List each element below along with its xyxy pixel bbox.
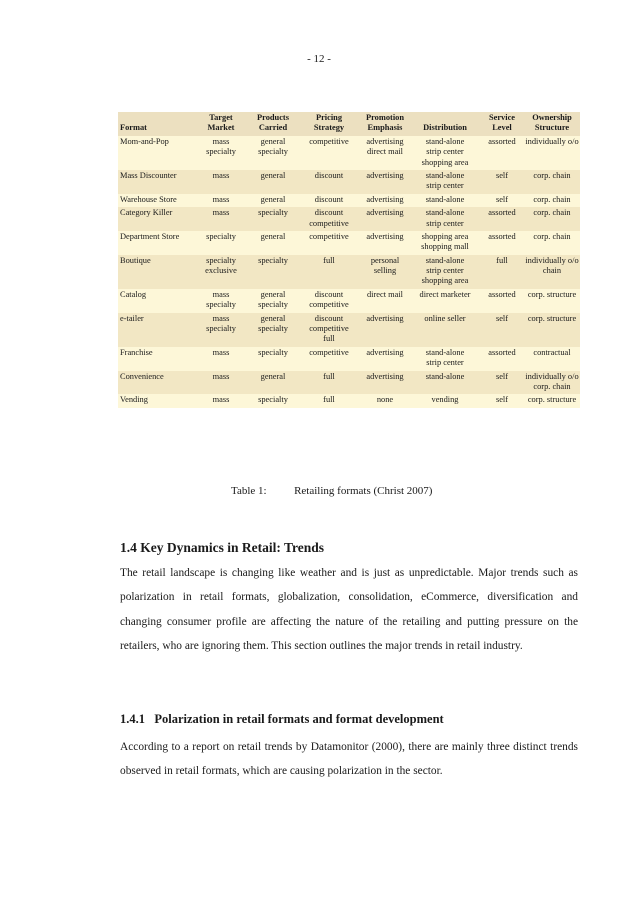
table-cell bbox=[410, 170, 480, 194]
table-cell bbox=[298, 194, 360, 207]
table-cell bbox=[194, 371, 248, 395]
table-cell-line: Mom-and-Pop bbox=[120, 136, 169, 146]
table-cell-line: full bbox=[496, 255, 508, 265]
table-row bbox=[118, 371, 580, 395]
table-cell-line: specialty bbox=[206, 324, 236, 334]
table-cell-line: general bbox=[260, 136, 286, 146]
retailing-formats-table bbox=[118, 112, 580, 408]
table-cell-line: general bbox=[260, 289, 286, 299]
table-cell-line: e-tailer bbox=[120, 313, 144, 323]
table-cell-line: none bbox=[376, 395, 394, 405]
column-header-line: Emphasis bbox=[367, 123, 403, 133]
table-cell-line: stand-alone bbox=[425, 208, 465, 218]
column-header bbox=[118, 112, 194, 136]
table-cell bbox=[480, 394, 524, 407]
table-cell-line: competitive bbox=[309, 218, 349, 228]
table-cell bbox=[410, 231, 480, 255]
table-cell bbox=[248, 289, 298, 313]
table-cell-line: competitive bbox=[309, 347, 349, 357]
table-cell-line: advertising bbox=[366, 170, 404, 180]
table-cell bbox=[360, 231, 410, 255]
table-cell-line: mass bbox=[212, 194, 230, 204]
table-cell bbox=[410, 255, 480, 289]
table-cell-line: general bbox=[260, 194, 286, 204]
table-cell bbox=[248, 255, 298, 289]
table-cell-line: advertising bbox=[366, 231, 404, 241]
column-header bbox=[194, 112, 248, 136]
table-cell-line: general bbox=[260, 231, 286, 241]
table-cell bbox=[480, 313, 524, 347]
table-cell-line: full bbox=[323, 334, 335, 344]
table-cell-line: full bbox=[323, 395, 335, 405]
column-header bbox=[248, 112, 298, 136]
column-header-line: Target bbox=[209, 113, 233, 122]
column-header bbox=[360, 112, 410, 136]
table-cell-line: stand-alone bbox=[425, 255, 465, 265]
table-header bbox=[118, 112, 580, 136]
table-cell bbox=[298, 136, 360, 170]
table-cell-line: mass bbox=[212, 170, 230, 180]
table-cell bbox=[298, 255, 360, 289]
table-cell-line: mass bbox=[212, 313, 230, 323]
column-header bbox=[524, 112, 580, 136]
table-cell-line: specialty bbox=[258, 147, 288, 157]
column-header-line: Market bbox=[207, 123, 235, 133]
table-row bbox=[118, 289, 580, 313]
column-header-line: Promotion bbox=[366, 113, 404, 122]
table-cell bbox=[194, 255, 248, 289]
table-cell-line: stand-alone bbox=[425, 371, 465, 381]
table-cell-line: Department Store bbox=[120, 231, 180, 241]
column-header-line: Carried bbox=[258, 123, 288, 133]
table-cell-line: corp. structure bbox=[527, 395, 577, 405]
table-cell-line: specialty bbox=[206, 231, 236, 241]
table-cell bbox=[248, 231, 298, 255]
table-cell-line: stand-alone bbox=[425, 347, 465, 357]
table-cell-line: assorted bbox=[488, 136, 516, 146]
table-cell bbox=[298, 394, 360, 407]
table-cell-line: assorted bbox=[488, 231, 516, 241]
table-cell-line: Warehouse Store bbox=[120, 194, 177, 204]
column-header-line: Pricing bbox=[315, 113, 343, 122]
column-header-line: Strategy bbox=[313, 123, 345, 133]
table-cell-line: competitive bbox=[309, 300, 349, 310]
column-header-line: Products bbox=[257, 113, 289, 122]
table-cell-line: corp. chain bbox=[533, 208, 571, 218]
table-cell bbox=[248, 347, 298, 371]
table-cell bbox=[298, 347, 360, 371]
table-cell bbox=[194, 136, 248, 170]
table-cell bbox=[360, 136, 410, 170]
table-cell bbox=[410, 194, 480, 207]
table-cell-line: competitive bbox=[309, 231, 349, 241]
table-cell-line: mass bbox=[212, 289, 230, 299]
table-cell-line: specialty bbox=[206, 255, 236, 265]
table-cell bbox=[410, 347, 480, 371]
table-cell bbox=[360, 313, 410, 347]
table-cell-line: corp. structure bbox=[527, 289, 577, 299]
table-cell bbox=[194, 313, 248, 347]
table-cell bbox=[410, 394, 480, 407]
table-cell bbox=[248, 394, 298, 407]
table-cell-line: online seller bbox=[424, 313, 466, 323]
page-number: - 12 - bbox=[307, 53, 331, 65]
table-cell bbox=[480, 170, 524, 194]
table-cell-line: corp. chain bbox=[533, 231, 571, 241]
table-cell-line: advertising bbox=[366, 194, 404, 204]
table-cell-line: advertising bbox=[366, 347, 404, 357]
table-row bbox=[118, 231, 580, 255]
table-cell-line: self bbox=[495, 371, 509, 381]
table-cell bbox=[118, 170, 194, 194]
table-cell-line: discount bbox=[314, 170, 344, 180]
table-cell bbox=[480, 289, 524, 313]
table-cell bbox=[480, 347, 524, 371]
table-cell bbox=[194, 394, 248, 407]
column-header bbox=[298, 112, 360, 136]
table-cell bbox=[480, 207, 524, 231]
table-cell bbox=[118, 194, 194, 207]
table-cell-line: corp. chain bbox=[533, 194, 571, 204]
retailing-formats-table-container bbox=[118, 112, 580, 408]
table-cell-line: specialty bbox=[258, 255, 288, 265]
table-cell bbox=[298, 170, 360, 194]
column-header bbox=[410, 112, 480, 136]
table-cell-line: assorted bbox=[488, 208, 516, 218]
table-cell bbox=[248, 136, 298, 170]
table-cell-line: contractual bbox=[533, 347, 571, 357]
table-cell-line: direct mail bbox=[366, 147, 404, 157]
table-row bbox=[118, 194, 580, 207]
table-cell-line: specialty bbox=[258, 324, 288, 334]
table-cell bbox=[410, 207, 480, 231]
table-cell bbox=[248, 207, 298, 231]
table-cell-line: competitive bbox=[309, 324, 349, 334]
table-cell-line: individually o/o bbox=[525, 255, 579, 265]
table-cell-line: Franchise bbox=[120, 347, 153, 357]
table-cell bbox=[360, 255, 410, 289]
table-cell-line: corp. chain bbox=[533, 381, 571, 391]
table-cell-line: full bbox=[323, 371, 335, 381]
table-cell bbox=[360, 371, 410, 395]
table-row bbox=[118, 394, 580, 407]
table-cell-line: shopping area bbox=[421, 157, 469, 167]
table-cell-line: stand-alone bbox=[425, 194, 465, 204]
table-cell-line: general bbox=[260, 371, 286, 381]
table-cell bbox=[360, 170, 410, 194]
table-cell-line: individually o/o bbox=[525, 136, 579, 146]
table-row bbox=[118, 313, 580, 347]
table-row bbox=[118, 347, 580, 371]
table-cell-line: stand-alone bbox=[425, 136, 465, 146]
table-cell-line: Catalog bbox=[120, 289, 147, 299]
subsection-paragraph: According to a report on retail trends by Datamonitor (2000), there are mainly three distinct trends observed in retail formats, which are causing polarization in the sector. bbox=[120, 741, 578, 778]
table-cell-line: advertising bbox=[366, 208, 404, 218]
subsection-heading: 1.4.1 Polarization in retail formats and format development bbox=[120, 712, 444, 726]
table-cell-line: mass bbox=[212, 395, 230, 405]
table-cell-line: advertising bbox=[366, 313, 404, 323]
table-cell-line: personal bbox=[370, 255, 400, 265]
column-header-line: Level bbox=[492, 123, 512, 133]
table-cell bbox=[524, 207, 580, 231]
table-cell-line: Convenience bbox=[120, 371, 164, 381]
table-cell bbox=[248, 313, 298, 347]
table-cell-line: stand-alone bbox=[425, 170, 465, 180]
table-cell-line: specialty bbox=[258, 300, 288, 310]
table-cell bbox=[524, 255, 580, 289]
table-cell-line: shopping area bbox=[421, 276, 469, 286]
table-cell bbox=[480, 231, 524, 255]
table-cell-line: individually o/o bbox=[525, 371, 579, 381]
table-cell-line: discount bbox=[314, 313, 344, 323]
table-cell bbox=[118, 347, 194, 371]
table-cell bbox=[524, 371, 580, 395]
table-cell-line: general bbox=[260, 313, 286, 323]
table-cell-line: strip center bbox=[426, 181, 464, 191]
table-cell bbox=[118, 289, 194, 313]
table-cell bbox=[118, 313, 194, 347]
section-paragraph: The retail landscape is changing like weather and is just as unpredictable. Major trends such as polarization in retail formats, globalization, consolidation, eCommerce, diversification and changing consumer profile are affecting the nature of the retailing and putting pressure on the retailers, who are ignoring them. This section outlines the major trends in retail industry. bbox=[120, 567, 578, 653]
column-header bbox=[480, 112, 524, 136]
table-cell bbox=[194, 231, 248, 255]
table-cell-line: self bbox=[495, 313, 509, 323]
table-cell-line: direct mail bbox=[366, 289, 404, 299]
table-cell bbox=[410, 371, 480, 395]
table-cell bbox=[524, 394, 580, 407]
table-cell bbox=[524, 313, 580, 347]
table-cell-line: competitive bbox=[309, 136, 349, 146]
table-cell bbox=[410, 313, 480, 347]
table-cell bbox=[298, 231, 360, 255]
table-cell-line: selling bbox=[373, 266, 397, 276]
table-cell-line: specialty bbox=[258, 208, 288, 218]
table-cell-line: corp. chain bbox=[533, 170, 571, 180]
table-cell-line: specialty bbox=[206, 300, 236, 310]
table-cell-line: mass bbox=[212, 347, 230, 357]
table-cell-line: mass bbox=[212, 371, 230, 381]
table-cell-line: direct marketer bbox=[419, 289, 471, 299]
table-cell bbox=[360, 289, 410, 313]
table-row bbox=[118, 136, 580, 170]
table-cell-line: general bbox=[260, 170, 286, 180]
table-cell bbox=[194, 194, 248, 207]
table-cell bbox=[524, 170, 580, 194]
table-cell bbox=[480, 194, 524, 207]
table-cell bbox=[410, 289, 480, 313]
table-cell bbox=[194, 289, 248, 313]
table-cell bbox=[410, 136, 480, 170]
table-cell-line: specialty bbox=[206, 147, 236, 157]
table-cell bbox=[524, 194, 580, 207]
column-header-line: Structure bbox=[534, 123, 570, 133]
table-cell bbox=[480, 255, 524, 289]
table-cell bbox=[248, 194, 298, 207]
table-cell-line: shopping mall bbox=[421, 242, 469, 252]
table-row bbox=[118, 207, 580, 231]
table-cell-line: strip center bbox=[426, 218, 464, 228]
table-cell-line: Boutique bbox=[120, 255, 151, 265]
table-cell-line: vending bbox=[431, 395, 459, 405]
table-cell bbox=[480, 136, 524, 170]
table-header-row bbox=[118, 112, 580, 136]
table-cell-line: full bbox=[323, 255, 335, 265]
table-cell bbox=[248, 170, 298, 194]
table-cell-line: specialty bbox=[258, 347, 288, 357]
table-cell bbox=[524, 347, 580, 371]
table-cell bbox=[480, 371, 524, 395]
table-cell bbox=[118, 136, 194, 170]
table-cell-line: discount bbox=[314, 289, 344, 299]
table-cell bbox=[194, 347, 248, 371]
table-cell bbox=[360, 194, 410, 207]
table-cell bbox=[360, 394, 410, 407]
table-cell-line: assorted bbox=[488, 289, 516, 299]
table-cell bbox=[118, 255, 194, 289]
table-cell-line: advertising bbox=[366, 371, 404, 381]
table-cell-line: discount bbox=[314, 194, 344, 204]
table-row bbox=[118, 170, 580, 194]
table-cell bbox=[298, 313, 360, 347]
table-cell-line: strip center bbox=[426, 358, 464, 368]
table-body bbox=[118, 136, 580, 408]
table-cell-line: strip center bbox=[426, 147, 464, 157]
table-cell-line: self bbox=[495, 170, 509, 180]
table-cell-line: assorted bbox=[488, 347, 516, 357]
table-cell bbox=[118, 394, 194, 407]
table-cell-line: Mass Discounter bbox=[120, 170, 177, 180]
table-cell-line: discount bbox=[314, 208, 344, 218]
table-cell bbox=[360, 207, 410, 231]
table-cell-line: exclusive bbox=[205, 266, 237, 276]
table-cell bbox=[298, 207, 360, 231]
table-cell bbox=[194, 170, 248, 194]
table-cell bbox=[524, 231, 580, 255]
column-header-line: Format bbox=[120, 123, 147, 133]
table-cell-line: mass bbox=[212, 208, 230, 218]
table-cell-line: self bbox=[495, 395, 509, 405]
table-cell bbox=[298, 371, 360, 395]
table-cell-line: Vending bbox=[120, 395, 148, 405]
table-cell-line: chain bbox=[542, 266, 562, 276]
table-cell-line: corp. structure bbox=[527, 313, 577, 323]
table-cell bbox=[524, 136, 580, 170]
table-cell bbox=[248, 371, 298, 395]
table-cell bbox=[524, 289, 580, 313]
table-cell-line: self bbox=[495, 194, 509, 204]
table-cell-line: Category Killer bbox=[120, 208, 173, 218]
table-cell bbox=[118, 207, 194, 231]
table-cell bbox=[118, 231, 194, 255]
table-cell bbox=[298, 289, 360, 313]
column-header-line: Distribution bbox=[423, 123, 467, 133]
column-header-line: Service bbox=[488, 113, 516, 122]
table-row bbox=[118, 255, 580, 289]
table-cell bbox=[194, 207, 248, 231]
table-cell-line: mass bbox=[212, 136, 230, 146]
table-cell bbox=[118, 371, 194, 395]
column-header-line: Ownership bbox=[532, 113, 572, 122]
section-heading: 1.4 Key Dynamics in Retail: Trends bbox=[120, 540, 325, 555]
table-cell-line: advertising bbox=[366, 136, 404, 146]
table-caption: Table 1: Retailing formats (Christ 2007) bbox=[231, 485, 433, 497]
table-cell-line: strip center bbox=[426, 266, 464, 276]
table-cell-line: specialty bbox=[258, 395, 288, 405]
table-cell bbox=[360, 347, 410, 371]
table-cell-line: shopping area bbox=[421, 231, 469, 241]
